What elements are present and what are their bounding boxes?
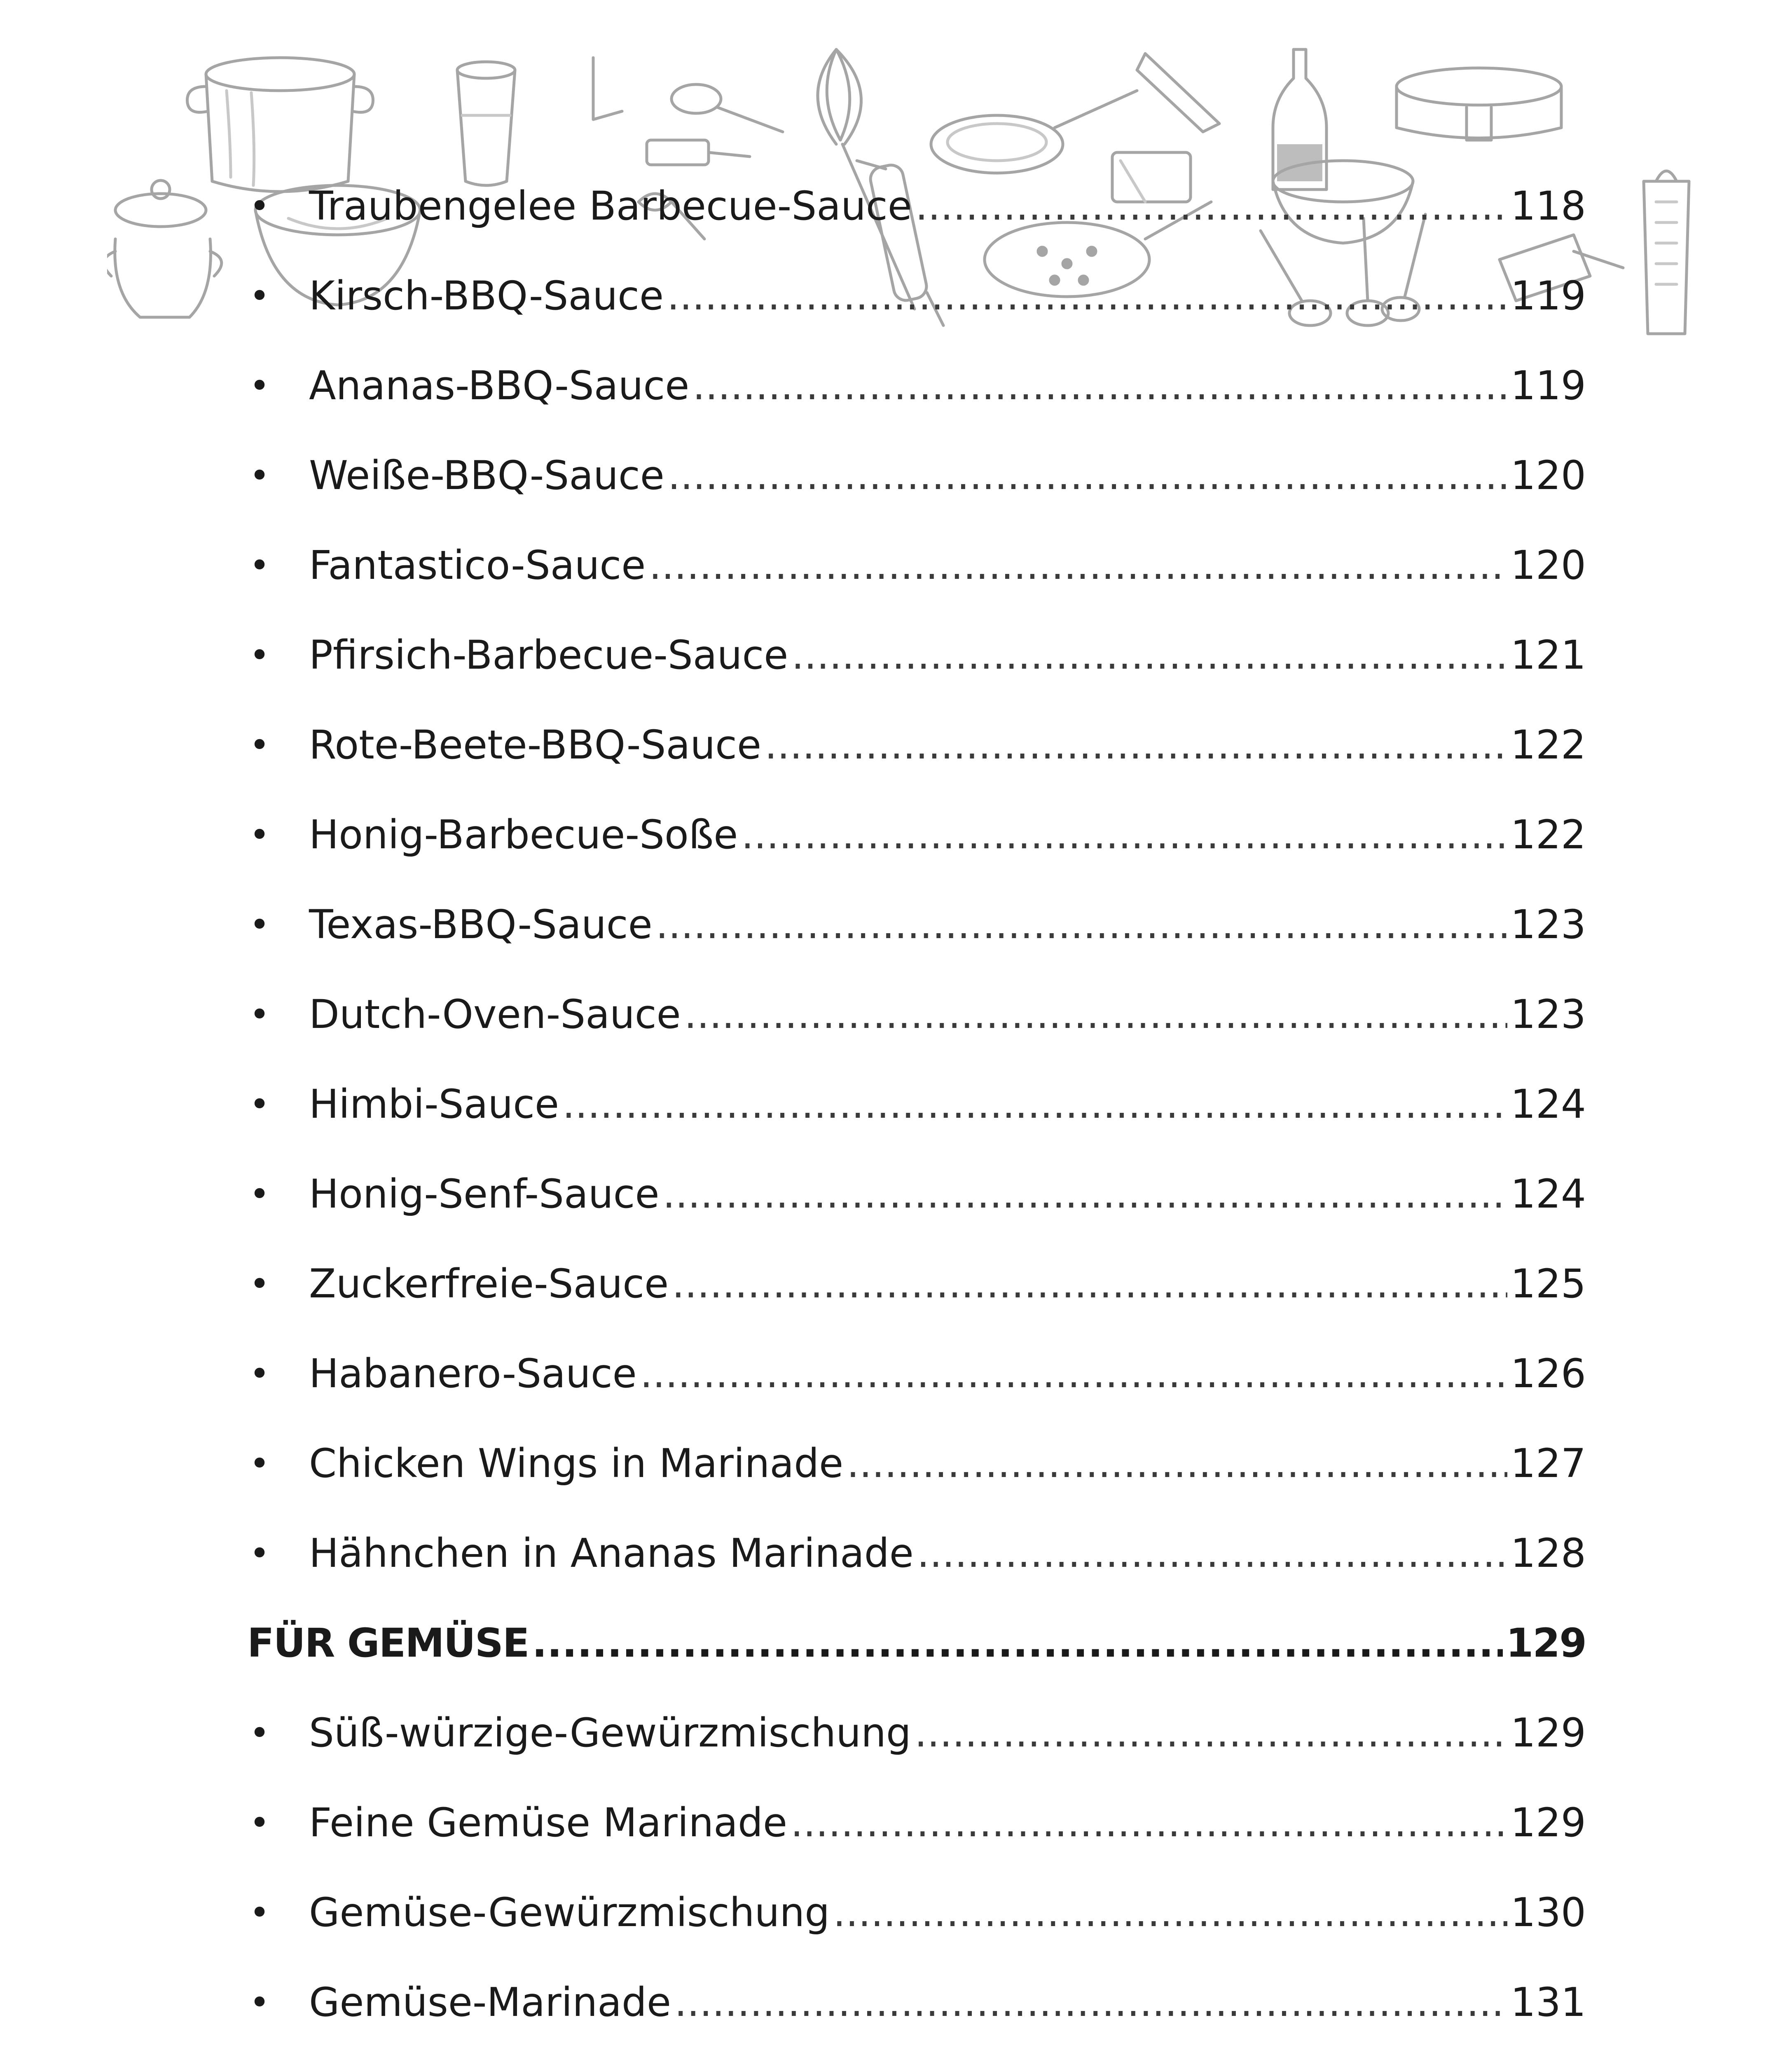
toc-entry-label: Süß-würzige-Gewürzmischung <box>309 1710 911 1756</box>
toc-entry[interactable] <box>247 1251 1586 1317</box>
toc-entry-label: Habanero-Sauce <box>309 1351 637 1397</box>
toc-entry[interactable] <box>247 802 1586 868</box>
glass-icon <box>457 62 515 185</box>
lid-icon <box>107 180 222 317</box>
toc-entry[interactable] <box>247 1430 1586 1496</box>
toc-entry[interactable] <box>247 712 1586 778</box>
dot-leader <box>791 1790 1507 1856</box>
toc-entry[interactable] <box>247 892 1586 957</box>
bullet-icon: • <box>249 186 270 226</box>
toc-entry[interactable] <box>247 1161 1586 1227</box>
toc-page-number: 125 <box>1510 1261 1586 1307</box>
dot-leader <box>672 1251 1507 1317</box>
toc-page-number: 123 <box>1510 991 1586 1037</box>
frying-pan-icon <box>931 91 1137 173</box>
bullet-icon: • <box>249 994 270 1035</box>
toc-entry-label: Fantastico-Sauce <box>309 542 646 588</box>
toc-entry-label: Honig-Barbecue-Soße <box>309 812 738 858</box>
dot-leader <box>833 1880 1507 1945</box>
toc-page-number: 119 <box>1510 273 1586 319</box>
toc-entry-label: Kirsch-BBQ-Sauce <box>309 273 664 319</box>
bullet-icon: • <box>249 545 270 585</box>
toc-entry[interactable] <box>247 532 1586 598</box>
toc-entry-label: Ananas-BBQ-Sauce <box>309 363 690 409</box>
toc-entry-label: Chicken Wings in Marinade <box>309 1440 844 1486</box>
toc-page-number: 124 <box>1510 1171 1586 1217</box>
toc-entry-label: FÜR GEMÜSE <box>247 1620 529 1666</box>
toc-page-number: 129 <box>1510 1800 1586 1846</box>
toc-entry-label: Pfirsich-Barbecue-Sauce <box>309 632 788 678</box>
dot-leader <box>741 802 1507 868</box>
bullet-icon: • <box>249 455 270 496</box>
bullet-icon: • <box>249 1084 270 1124</box>
dot-leader <box>765 712 1507 778</box>
toc-page-number: 124 <box>1510 1081 1586 1127</box>
toc-entry-label: Feine Gemüse Marinade <box>309 1800 787 1846</box>
toc-page-number: 129 <box>1506 1620 1586 1666</box>
toc-entry-label: Hähnchen in Ananas Marinade <box>309 1530 914 1576</box>
dot-leader <box>674 1969 1507 2035</box>
toc-page-number: 126 <box>1510 1351 1586 1397</box>
toc-entry[interactable] <box>247 263 1586 329</box>
toc-entry[interactable] <box>247 622 1586 688</box>
dot-leader <box>791 622 1507 688</box>
toc-page-number: 130 <box>1510 1889 1586 1936</box>
toc-page-number: 118 <box>1510 183 1586 229</box>
toc-page-number: 122 <box>1510 722 1586 768</box>
toc-page-number: 120 <box>1510 452 1586 499</box>
cooking-pot-icon <box>187 58 373 192</box>
toc-entry[interactable] <box>247 1969 1586 2035</box>
dot-leader <box>915 1700 1507 1766</box>
toc-page-number: 123 <box>1510 901 1586 948</box>
bullet-icon: • <box>249 1802 270 1843</box>
toc-page-number: 119 <box>1510 363 1586 409</box>
dot-leader <box>532 1610 1502 1676</box>
bullet-icon: • <box>249 276 270 316</box>
bullet-icon: • <box>249 1982 270 2023</box>
toc-entry-label: Texas-BBQ-Sauce <box>309 901 653 948</box>
toc-page-number: 127 <box>1510 1440 1586 1486</box>
bullet-icon: • <box>249 1713 270 1753</box>
dot-leader <box>915 173 1507 239</box>
dot-leader <box>668 442 1507 508</box>
bullet-icon: • <box>249 1264 270 1304</box>
dot-leader <box>917 1520 1507 1586</box>
toc-entry-label: Himbi-Sauce <box>309 1081 559 1127</box>
toc-entry[interactable] <box>247 1790 1586 1856</box>
toc-entry[interactable] <box>247 173 1586 239</box>
toc-page-number: 121 <box>1510 632 1586 678</box>
toc-entry-label: Weiße-BBQ-Sauce <box>309 452 664 499</box>
toc-entry[interactable] <box>247 1700 1586 1766</box>
toc-page-number: 128 <box>1510 1530 1586 1576</box>
toc-entry-label: Rote-Beete-BBQ-Sauce <box>309 722 761 768</box>
dot-leader <box>649 532 1507 598</box>
bullet-icon: • <box>249 365 270 406</box>
toc-section-heading[interactable] <box>247 1610 1586 1676</box>
bullet-icon: • <box>249 1443 270 1484</box>
dot-leader <box>692 353 1507 419</box>
toc-entry-label: Honig-Senf-Sauce <box>309 1171 660 1217</box>
toc-entry-label: Zuckerfreie-Sauce <box>309 1261 669 1307</box>
toc-page-number: 129 <box>1510 1710 1586 1756</box>
toc-entry-label: Gemüse-Marinade <box>309 1979 671 2025</box>
toc-entry[interactable] <box>247 981 1586 1047</box>
toc-page-number: 122 <box>1510 812 1586 858</box>
baking-tin-icon <box>1397 68 1561 140</box>
bullet-icon: • <box>249 815 270 855</box>
toc-entry-label: Gemüse-Gewürzmischung <box>309 1889 830 1936</box>
toc-entry-label: Dutch-Oven-Sauce <box>309 991 681 1037</box>
dot-leader <box>656 892 1507 957</box>
toc-entry[interactable] <box>247 1341 1586 1407</box>
dot-leader <box>640 1341 1507 1407</box>
toc-entry[interactable] <box>247 1880 1586 1945</box>
toc-entry[interactable] <box>247 442 1586 508</box>
toc-page-number: 131 <box>1510 1979 1586 2025</box>
bullet-icon: • <box>249 725 270 765</box>
toc-entry[interactable] <box>247 353 1586 419</box>
bullet-icon: • <box>249 635 270 675</box>
bottle-icon <box>1273 49 1326 190</box>
toc-entry[interactable] <box>247 1520 1586 1586</box>
dot-leader <box>847 1430 1507 1496</box>
bullet-icon: • <box>249 1353 270 1394</box>
bullet-icon: • <box>249 1892 270 1933</box>
dot-leader <box>562 1071 1507 1137</box>
grater-icon <box>1644 171 1689 334</box>
dot-leader <box>663 1161 1507 1227</box>
bullet-icon: • <box>249 1533 270 1573</box>
dot-leader <box>667 263 1507 329</box>
dot-leader <box>684 981 1507 1047</box>
toc-entry-label: Traubengelee Barbecue-Sauce <box>309 183 912 229</box>
toc-entry[interactable] <box>247 1071 1586 1137</box>
bullet-icon: • <box>249 1174 270 1214</box>
toc-page-number: 120 <box>1510 542 1586 588</box>
bullet-icon: • <box>249 904 270 945</box>
